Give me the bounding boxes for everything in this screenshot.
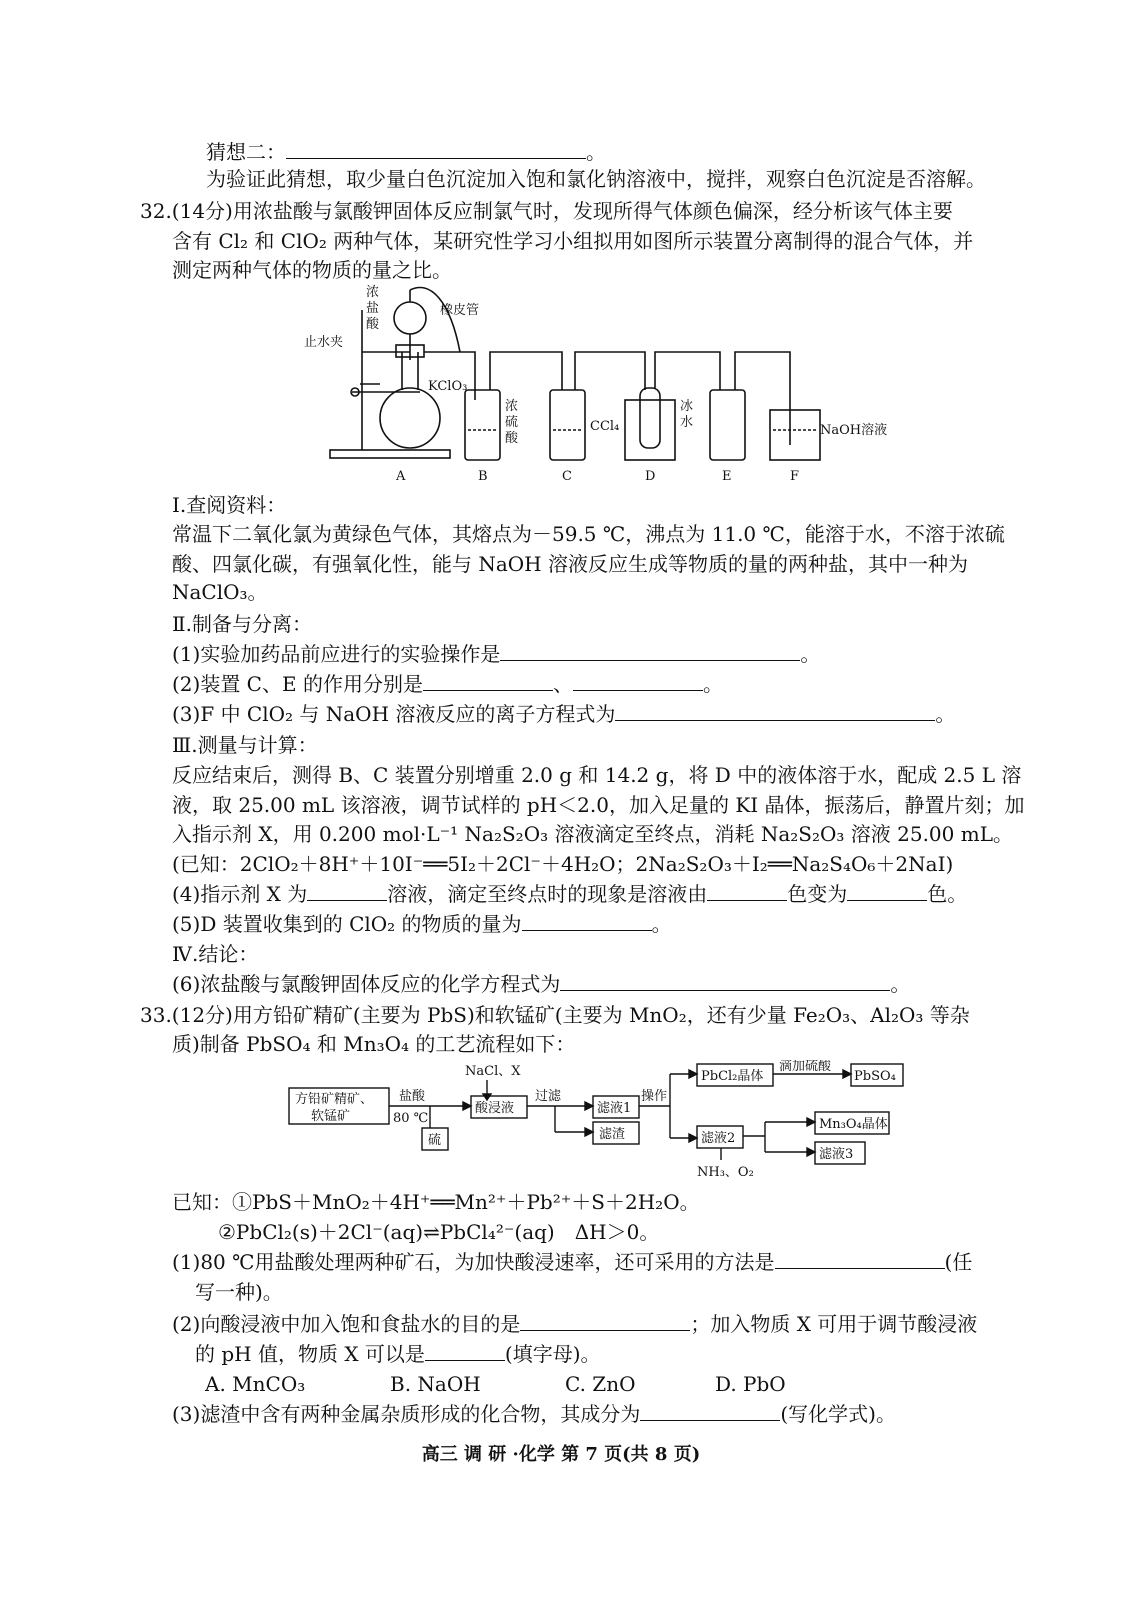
label-water: 水 [680, 415, 694, 430]
q32-line2: 含有 Cl₂ 和 ClO₂ 两种气体，某研究性学习小组拟用如图所示装置分离制得的混合气体，并 [172, 229, 974, 253]
q32-6-text: (6)浓盐酸与氯酸钾固体反应的化学方程式为 [172, 972, 561, 996]
sec3-line4: (已知：2ClO₂＋8H⁺＋10I⁻══5I₂＋2Cl⁻＋4H₂O；2Na₂S₂O₃＋I₂══Na₂S₄O₆＋2NaI) [172, 852, 954, 876]
letter-f: F [790, 469, 800, 484]
q32-line3: 测定两种气体的物质的量之比。 [172, 258, 452, 282]
text-nacl-x: NaCl、X [465, 1064, 521, 1079]
text-mn3o4: Mn₃O₄晶体 [819, 1117, 888, 1132]
q33-3-text: (3)滤渣中含有两种金属杂质形成的化合物，其成分为 [172, 1402, 641, 1426]
letter-d: D [645, 469, 656, 484]
q32-line1: 32.(14分)用浓盐酸与氯酸钾固体反应制氯气时，发现所得气体颜色偏深，经分析该气体主要 [140, 199, 953, 223]
q32-3 [172, 700, 955, 728]
q32-4-blank-3[interactable] [847, 880, 927, 901]
q33-3-text-b: (写化学式)。 [780, 1402, 896, 1426]
label-clamp: 止水夹 [304, 335, 344, 350]
q32-3-text: (3)F 中 ClO₂ 与 NaOH 溶液反应的离子方程式为 [172, 702, 616, 726]
label-h2so4-2: 硫 [505, 415, 519, 430]
q32-2 [172, 670, 723, 698]
label-conc: 浓 [366, 285, 380, 300]
letter-b: B [478, 469, 488, 484]
text-ore-2: 软锰矿 [311, 1109, 351, 1124]
q32-5-blank[interactable] [522, 910, 652, 931]
text-pbcl2: PbCl₂晶体 [701, 1069, 764, 1084]
letter-c: C [562, 469, 572, 484]
q32-2-blank-2[interactable] [573, 670, 703, 691]
q33-2-blank-1[interactable] [520, 1310, 690, 1331]
text-filtrate3: 滤液3 [819, 1147, 854, 1162]
text-filter: 过滤 [535, 1089, 562, 1104]
q33-opt-a: A. MnCO₃ [205, 1372, 306, 1396]
q33-line2: 质)制备 PbSO₄ 和 Mn₃O₄ 的工艺流程如下： [172, 1032, 576, 1056]
q32-5-text: (5)D 装置收集到的 ClO₂ 的物质的量为 [172, 912, 522, 936]
q33-opt-c: C. ZnO [565, 1372, 636, 1396]
text-filtrate2: 滤液2 [701, 1131, 736, 1146]
text-residue: 滤渣 [599, 1127, 626, 1142]
q32-4-text-a: (4)指示剂 X 为 [172, 882, 308, 906]
q32-4-text-b: 溶液，滴定至终点时的现象是溶液由 [387, 882, 708, 906]
beaker-d [625, 400, 675, 460]
label-rubber-tube: 橡皮管 [440, 303, 480, 318]
sec1-line1: 常温下二氧化氯为黄绿色气体，其熔点为－59.5 ℃，沸点为 11.0 ℃，能溶于水，不溶于浓硫 [172, 522, 1005, 546]
q33-2-text: (2)向酸浸液中加入饱和食盐水的目的是 [172, 1312, 521, 1336]
q32-4-text-c: 色变为 [787, 882, 848, 906]
q32-6-blank[interactable] [560, 970, 890, 991]
separatory-funnel [394, 302, 426, 334]
period: 。 [651, 912, 672, 936]
text-nh3-o2: NH₃、O₂ [697, 1165, 754, 1180]
label-hcl-2: 酸 [366, 317, 380, 332]
q32-2-text: (2)装置 C、E 的作用分别是 [172, 672, 423, 696]
q32-5 [172, 910, 672, 938]
label-ccl4: CCl₄ [590, 419, 620, 434]
q32-6 [172, 970, 910, 998]
period: 。 [890, 972, 911, 996]
text-ore-1: 方铅矿精矿、 [295, 1092, 374, 1107]
apparatus-diagram [300, 280, 920, 490]
q33-2-text-d: (填字母)。 [504, 1342, 601, 1366]
bottle-c [550, 390, 585, 460]
q33-line1: 33.(12分)用方铅矿精矿(主要为 PbS)和软锰矿(主要为 MnO₂，还有少量 Fe₂O₃、Al₂O₃ 等杂 [140, 1003, 970, 1027]
process-flowchart [285, 1060, 905, 1185]
period: 。 [800, 642, 821, 666]
q33-2-text-b: ；加入物质 X 可用于调节酸浸液 [690, 1312, 978, 1336]
beaker-f [770, 410, 820, 460]
text-operation: 操作 [641, 1089, 668, 1104]
q32-4-text-d: 色。 [927, 882, 968, 906]
guess2-label: 猜想二： [206, 140, 286, 164]
text-add-h2so4: 滴加硫酸 [779, 1060, 832, 1074]
round-flask [380, 388, 440, 448]
sec1-line3: NaClO₃。 [172, 580, 268, 604]
q32-2-blank-1[interactable] [423, 670, 553, 691]
label-kclo3: KClO₃ [428, 379, 468, 394]
text-leach: 酸浸液 [475, 1101, 515, 1116]
q33-1-text: (1)80 ℃用盐酸处理两种矿石，为加快酸浸速率，还可采用的方法是 [172, 1250, 775, 1274]
q33-3-blank[interactable] [640, 1400, 780, 1421]
q32-4-blank-2[interactable] [707, 880, 787, 901]
q33-1-cont: 写一种)。 [195, 1280, 283, 1304]
label-hcl-1: 盐 [366, 301, 380, 316]
q32-1 [172, 640, 820, 668]
letter-a: A [396, 469, 406, 484]
verify-text: 为验证此猜想，取少量白色沉淀加入饱和氯化钠溶液中，搅拌，观察白色沉淀是否溶解。 [206, 167, 986, 191]
sec4-title: Ⅳ.结论： [172, 942, 259, 966]
q33-known1: 已知：①PbS＋MnO₂＋4H⁺══Mn²⁺＋Pb²⁺＋S＋2H₂O。 [172, 1190, 700, 1214]
q32-3-blank[interactable] [615, 700, 935, 721]
sec1-title: Ⅰ.查阅资料： [172, 493, 287, 517]
text-pbso4: PbSO₄ [854, 1069, 896, 1084]
guess2-blank[interactable] [286, 138, 586, 159]
q33-known2: ②PbCl₂(s)＋2Cl⁻(aq)⇌PbCl₄²⁻(aq) ΔH＞0。 [218, 1220, 660, 1244]
q32-4 [172, 880, 967, 908]
page-footer: 高三 调 研 ·化学 第 7 页(共 8 页) [421, 1444, 701, 1465]
sec3-line1: 反应结束后，测得 B、C 装置分别增重 2.0 g 和 14.2 g，将 D 中的液体溶于水，配成 2.5 L 溶 [172, 763, 1022, 787]
bottle-b [465, 390, 500, 460]
text-temp: 80 ℃ [393, 1111, 429, 1126]
period: 。 [586, 140, 606, 164]
bottle-e [710, 390, 745, 460]
period: 。 [702, 672, 723, 696]
q33-2-cont [195, 1340, 601, 1368]
label-naoh: NaOH溶液 [820, 423, 888, 438]
q32-1-text: (1)实验加药品前应进行的实验操作是 [172, 642, 501, 666]
period: 。 [935, 702, 956, 726]
text-hcl: 盐酸 [399, 1089, 426, 1104]
q33-1-blank[interactable] [775, 1248, 945, 1269]
q33-2-blank-2[interactable] [425, 1340, 505, 1361]
sec3-line3: 入指示剂 X，用 0.200 mol·L⁻¹ Na₂S₂O₃ 溶液滴定至终点，消耗 Na₂S₂O₃ 溶液 25.00 mL。 [172, 822, 1013, 846]
q33-opt-b: B. NaOH [390, 1372, 481, 1396]
q32-4-blank-1[interactable] [307, 880, 387, 901]
sec3-line2: 液，取 25.00 mL 该溶液，调节试样的 pH＜2.0，加入足量的 KI 晶体，振荡后，静置片刻；加 [172, 793, 1025, 817]
text-sulfur: 硫 [428, 1133, 442, 1148]
rubber-tube [410, 288, 460, 352]
sec3-title: Ⅲ.测量与计算： [172, 733, 318, 757]
stand-base [330, 450, 450, 458]
sec2-title: Ⅱ.制备与分离： [172, 612, 312, 636]
guess2-line [206, 138, 606, 166]
separator: 、 [552, 672, 573, 696]
label-ice: 冰 [680, 399, 694, 414]
q33-3 [172, 1400, 896, 1428]
q33-2 [172, 1310, 977, 1338]
label-h2so4-1: 浓 [505, 399, 519, 414]
q32-1-blank[interactable] [500, 640, 800, 661]
q33-opt-d: D. PbO [715, 1372, 786, 1396]
q33-1-text-b: (任 [944, 1250, 973, 1274]
letter-e: E [722, 469, 732, 484]
text-filtrate1: 滤液1 [597, 1101, 632, 1116]
q33-1 [172, 1248, 972, 1276]
q33-2-text-c: 的 pH 值，物质 X 可以是 [195, 1342, 425, 1366]
sec1-line2: 酸、四氯化碳，有强氧化性，能与 NaOH 溶液反应生成等物质的量的两种盐，其中一种为 [172, 552, 968, 576]
label-h2so4-3: 酸 [505, 431, 519, 446]
